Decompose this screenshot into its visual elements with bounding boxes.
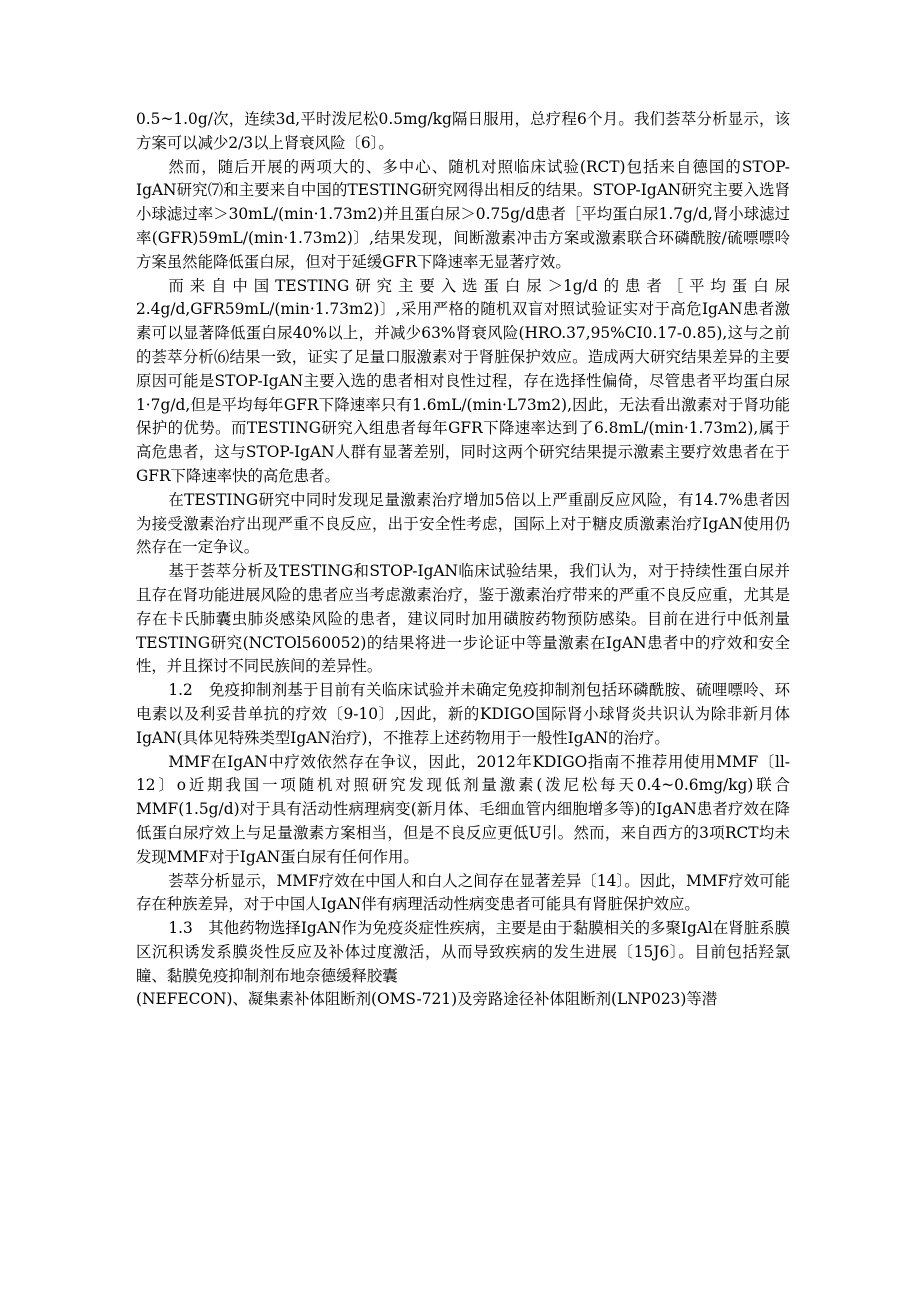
paragraph-mmf-meta: 荟萃分析显示，MMF疗效在中国人和白人之间存在显著差异〔14〕。因此，MMF疗效可能存在种族差异，对于中国人IgAN伴有病理活动性病变患者可能具有肾脏保护效应。 bbox=[136, 871, 790, 914]
paragraph-last-line: (NEFECON)、凝集素补体阻断剂(OMS-721)及旁路途径补体阻断剂(LNP023)等潜 bbox=[136, 990, 718, 1009]
paragraph-adverse-effects: 在TESTING研究中同时发现足量激素治疗增加5倍以上严重副反应风险，有14.7%患者因为接受激素治疗出现严重不良反应，出于安全性考虑，国际上对于糖皮质激素治疗IgAN使用仍然存在一定争议。 bbox=[136, 490, 790, 557]
paragraph-testing: 而来自中国TESTING研究主要入选蛋白尿＞1g/d的患者［平均蛋白尿2.4g/d,GFR59mL/(min·1.73m2)〕,采用严格的随机双盲对照试验证实对于高危IgAN患者激素可以显著降低蛋白尿40%以上，并减少63%肾衰风险(HRO.37,95%CI0.17-0.85),这与之前的荟萃分析⑹结果一致，证实了足量口服激素对于肾脏保护效应。造成两大研究结果差异的主要原因可能是STOP-IgAN主要入选的患者相对良性过程，存在选择性偏倚，尽管患者平均蛋白尿1·7g/d,但是平均每年GFR下降速率只有1.6mL/(min·L73m2),因此，无法看出激素对于肾功能保护的优势。而TESTING研究入组患者每年GFR下降速率达到了6.8mL/(min·1.73m2),属于高危患者，这与STOP-IgAN人群有显著差别，同时这两个研究结果提示激素主要疗效患者在于GFR下降速率快的高危患者。 bbox=[136, 276, 790, 485]
document-body bbox=[136, 108, 790, 1012]
paragraph-mmf: MMF在IgAN中疗效依然存在争议，因此，2012年KDIGO指南不推荐用使用MMF〔ll-12〕o近期我国一项随机对照研究发现低剂量激素(泼尼松每天0.4~0.6mg/kg)联合MMF(1.5g/d)对于具有活动性病理病变(新月体、毛细血管内细胞增多等)的IgAN患者疗效在降低蛋白尿疗效上与足量激素方案相当，但是不良反应更低U引。然而，来自西方的3项RCT均未发现MMF对于IgAN蛋白尿有任何作用。 bbox=[136, 752, 790, 866]
paragraph-continuation: 0.5~1.0g/次，连续3d,平时泼尼松0.5mg/kg隔日服用，总疗程6个月。我们荟萃分析显示，该方案可以减少2/3以上肾衰风险〔6〕。 bbox=[136, 110, 790, 152]
paragraph-meta-analysis: 基于荟萃分析及TESTING和STOP-IgAN临床试验结果，我们认为，对于持续性蛋白尿并且存在肾功能进展风险的患者应当考虑激素治疗，鉴于激素治疗带来的严重不良反应重，尤其是存在卡氏肺囊虫肺炎感染风险的患者，建议同时加用磺胺药物预防感染。目前在进行中低剂量TESTING研究(NCTOl560052)的结果将进一步论证中等量激素在IgAN患者中的疗效和安全性，并且探讨不同民族间的差异性。 bbox=[136, 562, 790, 676]
section-1-3-other-drugs: 1.3 其他药物选择IgAN作为免疫炎症性疾病，主要是由于黏膜相关的多聚IgAl在肾脏系膜区沉积诱发系膜炎性反应及补体过度激活，从而导致疾病的发生进展〔15J6〕。目前包括羟氯瞳、黏膜免疫抑制剂布地奈德缓释胶囊 bbox=[136, 919, 790, 985]
section-1-2-immunosuppressants: 1.2 免疫抑制剂基于目前有关临床试验并未确定免疫抑制剂包括环磷酰胺、硫哩嘌呤、环电素以及利妥昔单抗的疗效〔9-10〕,因此，新的KDIGO国际肾小球肾炎共识认为除非新月体IgAN(具体见特殊类型IgAN治疗)，不推荐上述药物用于一般性IgAN的治疗。 bbox=[136, 681, 790, 747]
paragraph-stop-igan: 然而，随后开展的两项大的、多中心、随机对照临床试验(RCT)包括来自德国的STOP-IgAN研究⑺和主要来自中国的TESTING研究网得出相反的结果。STOP-IgAN研究主要入选肾小球滤过率＞30mL/(min·1.73m2)并且蛋白尿＞0.75g/d患者［平均蛋白尿1.7g/d,肾小球滤过率(GFR)59mL/(min·1.73m2)〕,结果发现，间断激素冲击方案或激素联合环磷酰胺/硫嘌嘌呤方案虽然能降低蛋白尿，但对于延缓GFR下降速率无显著疗效。 bbox=[136, 157, 790, 271]
